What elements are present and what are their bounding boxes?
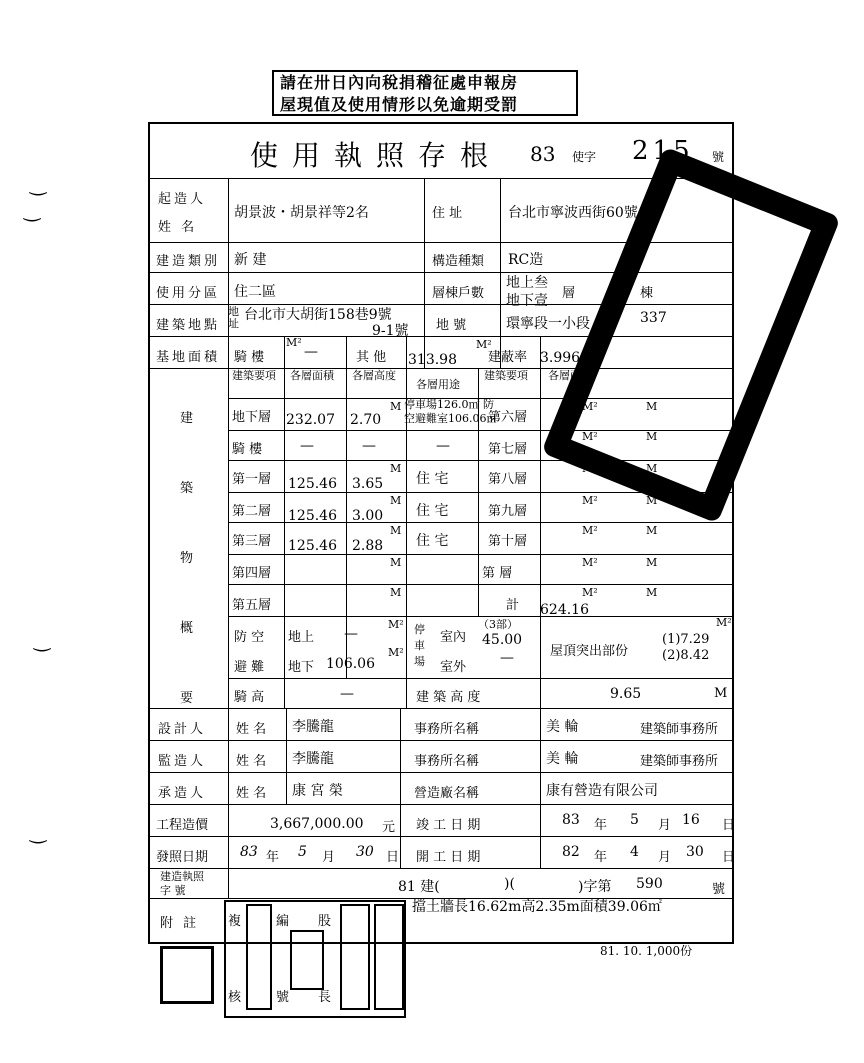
seal-char: 長 [318, 990, 332, 1005]
total-label: 計 [506, 598, 520, 613]
building-type-label: 建造類別 [156, 254, 221, 269]
parking-label: 停車場 [414, 623, 425, 668]
unit-marker: M [390, 494, 402, 507]
row-area: 232.07 [286, 412, 335, 428]
notice-line-1: 請在卅日內向稅捐稽征處申報房 [280, 73, 519, 92]
grid-line [148, 836, 734, 837]
row-floor: 地下層 [232, 410, 272, 425]
row-height: 2.88 [352, 538, 384, 554]
designer-name: 李騰龍 [292, 719, 334, 735]
shelter-label: 防 空 [234, 630, 265, 645]
seal-stamp [340, 904, 370, 1010]
other-value: 313.98 [408, 352, 457, 368]
area-label: 基地面積 [156, 350, 221, 365]
completion-month: 5 [630, 812, 639, 828]
month-unit: 月 [658, 850, 672, 865]
notes-value: 擋土牆長16.62m高2.35m面積39.06㎡ [412, 899, 662, 915]
col-floor-header: 建築要項 [232, 369, 276, 382]
outdoor-label: 室外 [440, 660, 467, 675]
site-address-label: 地址 [228, 305, 239, 330]
completion-year: 83 [562, 812, 580, 828]
evacuation-label: 避 難 [234, 660, 265, 675]
seal-char: 複 [228, 914, 242, 929]
overview-section-label: 建 築 物 概 要 [180, 411, 194, 706]
grid-line [148, 868, 734, 869]
other-unit: M² [476, 338, 492, 351]
total-value: 624.16 [540, 602, 589, 618]
unit-marker: M² [582, 400, 598, 413]
arcade-height-label: 騎 高 [234, 690, 265, 705]
floor-unit: 層 [562, 286, 576, 301]
row-use: — [436, 438, 450, 454]
completion-date-label: 竣 工 日 期 [416, 818, 481, 833]
lot-label: 地 號 [436, 318, 467, 333]
start-month: 4 [630, 844, 639, 860]
right-floor: 第 層 [482, 566, 513, 581]
row-area: 125.46 [288, 508, 337, 524]
unit-marker: M [646, 430, 658, 443]
right-floor: 第六層 [488, 410, 528, 425]
owner-label: 起造人 [158, 192, 207, 207]
structure-label: 構造種類 [432, 254, 485, 269]
designer-office-label: 事務所名稱 [414, 722, 480, 737]
floors-label: 層棟戶數 [432, 286, 485, 301]
unit-marker: M [390, 462, 402, 475]
unit-marker: M [646, 586, 658, 599]
contractor-name-label: 姓 名 [236, 786, 267, 801]
row-use: 住 宅 [416, 503, 449, 519]
margin-mark: ‿ [30, 172, 47, 196]
indoor-label: 室內 [440, 630, 467, 645]
unit-marker: M [646, 400, 658, 413]
seal-char: 編 [276, 914, 290, 929]
supervisor-office-label: 事務所名稱 [414, 754, 480, 769]
title-year: 83 [530, 142, 556, 166]
arcade-label: 騎 樓 [234, 350, 265, 365]
floors-below: 地下壹 [506, 293, 548, 309]
lot-value: 環寧段一小段 [506, 316, 590, 332]
coverage-label: 建蔽率 [488, 350, 528, 365]
building-unit: 棟 [640, 286, 654, 301]
indoor-count: （3部） [478, 618, 518, 631]
outdoor-value: — [500, 650, 514, 666]
unit-marker: M [646, 556, 658, 569]
row-use: 住 宅 [416, 533, 449, 549]
grid-line [148, 708, 734, 709]
permit-prefix: 81 建( [398, 879, 440, 895]
margin-mark: ‿ [24, 198, 41, 222]
notice-line-2: 屋現值及使用情形以免逾期受罰 [280, 95, 519, 114]
grid-line [148, 740, 734, 741]
seal-char: 號 [276, 990, 290, 1005]
issue-day: 30 [356, 844, 374, 860]
owner-name-label: 姓 名 [158, 220, 198, 235]
shelter-above-value: — [344, 626, 358, 642]
notice-box [272, 70, 578, 116]
permit-suffix: 號 [712, 882, 726, 897]
col-area-header: 各層面積 [290, 369, 334, 382]
unit-marker: M [390, 400, 402, 413]
grid-line [228, 178, 229, 898]
designer-office: 美 輪 [546, 719, 579, 735]
other-label: 其 他 [356, 350, 387, 365]
title-number: 215 [632, 136, 694, 166]
arcade-value: — [304, 344, 318, 360]
year-unit: 年 [594, 818, 608, 833]
issue-year: 83 [240, 844, 258, 860]
total-unit: M² [716, 616, 732, 629]
building-height-label: 建 築 高 度 [416, 690, 481, 705]
permit-label-2: 字 號 [160, 884, 186, 897]
notes-label: 附 註 [160, 916, 200, 931]
unit-marker: M [390, 556, 402, 569]
unit-marker: M² [582, 556, 598, 569]
shelter-below-label: 地下 [288, 660, 315, 675]
lot-number: 337 [640, 310, 667, 326]
supervisor-name: 李騰龍 [292, 751, 334, 767]
year-unit: 年 [266, 850, 280, 865]
print-info: 81. 10. 1,000份 [600, 944, 693, 958]
contractor-company: 康有營造有限公司 [546, 783, 658, 799]
issue-date-label: 發照日期 [156, 850, 209, 865]
cost-unit: 元 [382, 820, 396, 835]
unit-marker: M [646, 524, 658, 537]
row-use: 住 宅 [416, 471, 449, 487]
grid-line [406, 336, 407, 708]
shelter-above-label: 地上 [288, 630, 315, 645]
col-height-header: 各層高度 [352, 369, 396, 382]
owner-value: 胡景波・胡景祥等2名 [234, 205, 369, 221]
shelter-below-unit: M² [388, 646, 404, 659]
building-type-value: 新 建 [234, 252, 267, 268]
col-use-header: 各層用途 [416, 378, 460, 391]
grid-line [286, 708, 287, 804]
unit-marker: M² [582, 494, 598, 507]
contractor-label: 承造人 [158, 786, 207, 801]
row-floor: 第二層 [232, 504, 272, 519]
row-floor: 騎 樓 [232, 442, 263, 457]
contractor-name: 康 宮 榮 [292, 783, 343, 799]
right-floor: 第九層 [488, 504, 528, 519]
permit-tail: )字第 [578, 879, 612, 895]
supervisor-office: 美 輪 [546, 751, 579, 767]
floors-above: 地上叁 [506, 275, 548, 291]
owner-address-label: 住 址 [432, 206, 463, 221]
title-unit: 使字 [572, 150, 597, 164]
start-date-label: 開 工 日 期 [416, 850, 481, 865]
site-label: 建築地點 [156, 318, 221, 333]
grid-line [228, 584, 734, 585]
margin-mark: ‿ [34, 628, 51, 652]
start-year: 82 [562, 844, 580, 860]
grid-line [540, 708, 541, 868]
supervisor-name-label: 姓 名 [236, 754, 267, 769]
supervisor-label: 監造人 [158, 754, 207, 769]
building-height-value: 9.65 [610, 686, 642, 702]
unit-marker: M² [582, 524, 598, 537]
designer-name-label: 姓 名 [236, 722, 267, 737]
roof-value-1: (1)7.29 [662, 632, 710, 647]
year-unit: 年 [594, 850, 608, 865]
coverage-value: 3.996/10 [540, 350, 603, 366]
row-floor: 第一層 [232, 472, 272, 487]
unit-marker: M² [582, 462, 598, 475]
unit-marker: M [390, 524, 402, 537]
contractor-company-label: 營造廠名稱 [414, 786, 480, 801]
row-floor: 第五層 [232, 598, 272, 613]
row-use: 停車場126.0㎡ 防空避難室106.06㎡ [404, 398, 498, 425]
row-area: 125.46 [288, 538, 337, 554]
site-address-line-2: 9-1號 [372, 323, 409, 339]
margin-mark: ‿ [30, 820, 47, 844]
row-area: 125.46 [288, 476, 337, 492]
grid-line [400, 708, 401, 868]
zone-value: 住二區 [234, 284, 276, 300]
seal-stamp [374, 904, 404, 1010]
row-height: 2.70 [350, 412, 382, 428]
row-floor: 第四層 [232, 566, 272, 581]
arcade-height-value: — [340, 686, 354, 702]
day-unit: 日 [386, 850, 400, 865]
completion-day: 16 [682, 812, 700, 828]
grid-line [284, 336, 285, 708]
unit-marker: M² [582, 586, 598, 599]
site-address-line-1: 台北市大胡街158巷9號 [244, 307, 392, 323]
form-title: 使用執照存根 [250, 139, 503, 172]
unit-marker: M [390, 586, 402, 599]
seal-char: 股 [318, 914, 332, 929]
unit-marker: M [646, 494, 658, 507]
grid-line [228, 678, 734, 679]
grid-line [148, 772, 734, 773]
unit-marker: M [646, 462, 658, 475]
zone-label: 使用分區 [156, 286, 221, 301]
shelter-above-unit: M² [388, 618, 404, 631]
month-unit: 月 [658, 818, 672, 833]
roof-value-2: (2)8.42 [662, 648, 710, 663]
right-floor: 第七層 [488, 442, 528, 457]
supervisor-office-suffix: 建築師事務所 [640, 754, 719, 769]
grid-line [148, 804, 734, 805]
row-floor: 第三層 [232, 534, 272, 549]
grid-line [500, 178, 501, 368]
grid-line [148, 178, 734, 179]
row-height: — [362, 438, 376, 454]
permit-label-1: 建造執照 [160, 870, 204, 883]
structure-value: RC造 [508, 252, 544, 268]
issue-month: 5 [298, 844, 307, 860]
seal-stamp-left [160, 946, 214, 1004]
grid-line [540, 336, 541, 708]
shelter-below-value: 106.06 [326, 656, 375, 672]
col-area-header-right: 各層面積 [548, 369, 592, 382]
cost-value: 3,667,000.00 [270, 816, 364, 832]
seal-char: 核 [228, 990, 242, 1005]
grid-line [228, 554, 734, 555]
permit-mid: )( [504, 876, 515, 892]
roof-label: 屋頂突出部份 [550, 644, 629, 659]
designer-office-suffix: 建築師事務所 [640, 722, 719, 737]
day-unit: 日 [722, 818, 736, 833]
row-area: — [300, 438, 314, 454]
building-height-unit: M [714, 686, 728, 701]
right-floor: 第十層 [488, 534, 528, 549]
arcade-unit: M² [286, 336, 302, 349]
indoor-value: 45.00 [482, 632, 523, 648]
owner-address-value: 台北市寧波西街60號 [508, 205, 638, 221]
row-height: 3.65 [352, 476, 384, 492]
permit-number: 590 [636, 876, 663, 892]
row-height: 3.00 [352, 508, 384, 524]
cost-label: 工程造價 [156, 818, 209, 833]
day-unit: 日 [722, 850, 736, 865]
seal-stamp [246, 904, 272, 1010]
start-day: 30 [686, 844, 704, 860]
designer-label: 設計人 [158, 722, 207, 737]
col-floor-header-right: 建築要項 [484, 369, 528, 382]
title-suffix: 號 [712, 150, 725, 164]
seal-stamp [290, 930, 324, 990]
month-unit: 月 [322, 850, 336, 865]
grid-line [424, 178, 425, 368]
unit-marker: M² [582, 430, 598, 443]
right-floor: 第八層 [488, 472, 528, 487]
